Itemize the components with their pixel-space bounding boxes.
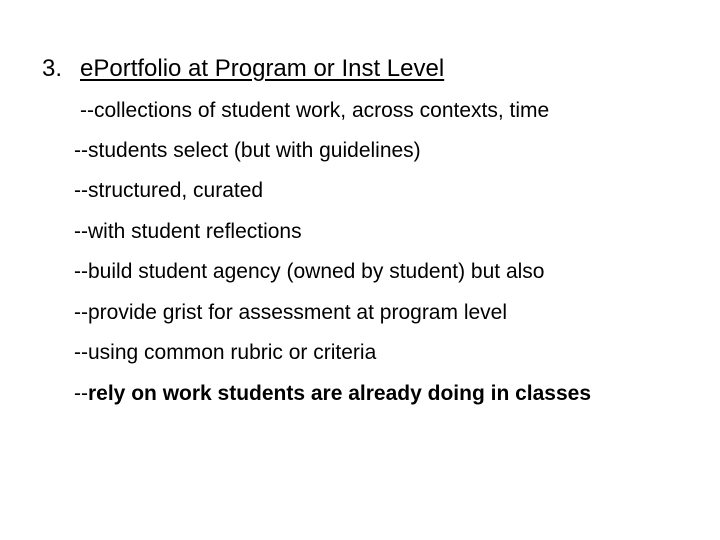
bullet-item bbox=[74, 176, 263, 206]
bullet-text: using common rubric or criteria bbox=[88, 341, 377, 364]
bullet-text: provide grist for assessment at program level bbox=[88, 301, 508, 324]
bullet-item bbox=[74, 217, 302, 247]
bullet-bold-text: rely on work students are already doing in classes bbox=[88, 382, 592, 405]
bullet-item bbox=[80, 96, 549, 126]
bullet-prefix: -- bbox=[74, 139, 88, 162]
bullet-text: with student reflections bbox=[88, 220, 302, 243]
bullet-item bbox=[74, 338, 376, 368]
bullet-text: students select (but with guidelines) bbox=[88, 139, 421, 162]
bullet-item bbox=[74, 379, 591, 409]
heading-title: ePortfolio at Program or Inst Level bbox=[80, 55, 445, 82]
bullet-text: build student agency (owned by student) but also bbox=[88, 260, 545, 283]
bullet-text: collections of student work, across contexts, time bbox=[94, 99, 550, 122]
bullet-item bbox=[74, 257, 544, 287]
bullet-prefix: -- bbox=[74, 220, 88, 243]
bullet-text: structured, curated bbox=[88, 179, 264, 202]
bullet-item bbox=[74, 136, 421, 166]
heading-number: 3. bbox=[42, 55, 63, 82]
bullet-prefix: -- bbox=[74, 382, 88, 405]
bullet-prefix: -- bbox=[74, 260, 88, 283]
bullet-prefix: -- bbox=[80, 99, 94, 122]
bullet-prefix: -- bbox=[74, 341, 88, 364]
bullet-prefix: -- bbox=[74, 301, 88, 324]
bullet-item bbox=[74, 298, 507, 328]
bullet-prefix: -- bbox=[74, 179, 88, 202]
slide-heading bbox=[42, 52, 444, 86]
